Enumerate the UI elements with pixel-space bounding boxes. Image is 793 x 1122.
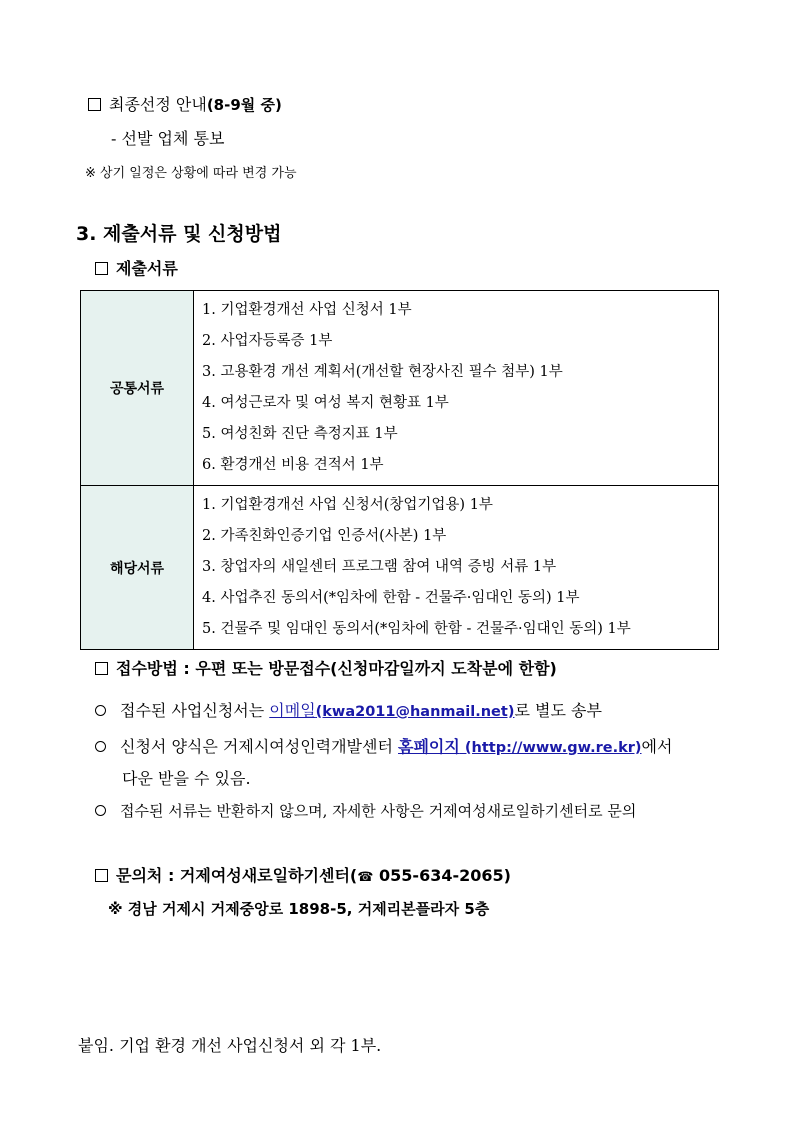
- bullet-text: 접수된 서류는 반환하지 않으며, 자세한 사항은 거제여성새로일하기센터로 문의: [120, 802, 637, 820]
- submission-bullet-1: [95, 698, 602, 721]
- bullet-circle-icon: [95, 705, 106, 716]
- contact-address: ※ 경남 거제시 거제중앙로 1898-5, 거제리본플라자 5층: [108, 900, 490, 918]
- applicable-docs-list: [194, 486, 719, 650]
- submission-heading-label: 접수방법 : 우편 또는 방문접수(신청마감일까지 도착분에 한함): [116, 659, 557, 678]
- checkbox-square-icon: [95, 662, 108, 675]
- list-item: 6. 환경개선 비용 견적서 1부: [202, 457, 384, 473]
- list-item: 2. 가족친화인증기업 인증서(사본) 1부: [202, 528, 447, 544]
- list-item: 1. 기업환경개선 사업 신청서 1부: [202, 302, 412, 318]
- documents-table: [80, 290, 719, 650]
- bullet-text: 에서: [641, 737, 673, 756]
- common-docs-label: 공통서류: [81, 291, 194, 486]
- list-item: 4. 사업추진 동의서(*임차에 한함 - 건물주·임대인 동의) 1부: [202, 590, 580, 606]
- bullet-text: 로 별도 송부: [514, 701, 602, 720]
- checkbox-square-icon: [88, 98, 101, 111]
- table-row: [81, 291, 719, 486]
- bullet-circle-icon: [95, 805, 106, 816]
- list-item: 3. 창업자의 새일센터 프로그램 참여 내역 증빙 서류 1부: [202, 559, 557, 575]
- common-docs-list: [194, 291, 719, 486]
- final-selection-detail: - 선발 업체 통보: [111, 129, 225, 148]
- list-item: 5. 여성친화 진단 측정지표 1부: [202, 426, 398, 442]
- email-link-label: 이메일: [269, 701, 316, 720]
- homepage-link-label: 홈페이지: [398, 737, 460, 756]
- contact-label: 문의처 : 거제여성새로일하기센터(: [116, 866, 358, 885]
- schedule-note: ※ 상기 일정은 상황에 따라 변경 가능: [85, 166, 297, 181]
- table-row: [81, 486, 719, 650]
- submission-bullet-2: [95, 734, 672, 757]
- bullet-circle-icon: [95, 741, 106, 752]
- attachment-note: 붙임. 기업 환경 개선 사업신청서 외 각 1부.: [78, 1036, 382, 1055]
- bullet-text: 접수된 사업신청서는: [120, 701, 270, 720]
- homepage-url: (http://www.gw.re.kr): [459, 740, 642, 756]
- bullet-text: 신청서 양식은 거제시여성인력개발센터: [120, 737, 399, 756]
- docs-heading: [95, 256, 178, 279]
- email-link[interactable]: [269, 701, 514, 720]
- list-item: 4. 여성근로자 및 여성 복지 현황표 1부: [202, 395, 449, 411]
- phone-icon: ☎: [357, 870, 374, 885]
- list-item: 5. 건물주 및 임대인 동의서(*임차에 한함 - 건물주·임대인 동의) 1부: [202, 621, 631, 637]
- checkbox-square-icon: [95, 869, 108, 882]
- homepage-link[interactable]: [398, 737, 642, 756]
- submission-bullet-3: [95, 800, 636, 821]
- list-item: 3. 고용환경 개선 계획서(개선할 현장사진 필수 첨부) 1부: [202, 364, 563, 380]
- final-selection-period: (8-9월 중): [206, 96, 282, 114]
- contact-heading: [95, 863, 511, 886]
- section-title: 3. 제출서류 및 신청방법: [76, 223, 282, 245]
- docs-heading-label: 제출서류: [116, 259, 178, 278]
- final-selection-title: 최종선정 안내: [109, 95, 207, 114]
- email-address: (kwa2011@hanmail.net): [315, 704, 515, 720]
- contact-phone: 055-634-2065): [373, 866, 511, 885]
- final-selection-line: [88, 92, 282, 115]
- applicable-docs-label: 해당서류: [81, 486, 194, 650]
- submission-heading: [95, 656, 557, 679]
- submission-bullet-2-continued: 다운 받을 수 있음.: [122, 769, 251, 788]
- list-item: 1. 기업환경개선 사업 신청서(창업기업용) 1부: [202, 497, 493, 513]
- list-item: 2. 사업자등록증 1부: [202, 333, 333, 349]
- checkbox-square-icon: [95, 262, 108, 275]
